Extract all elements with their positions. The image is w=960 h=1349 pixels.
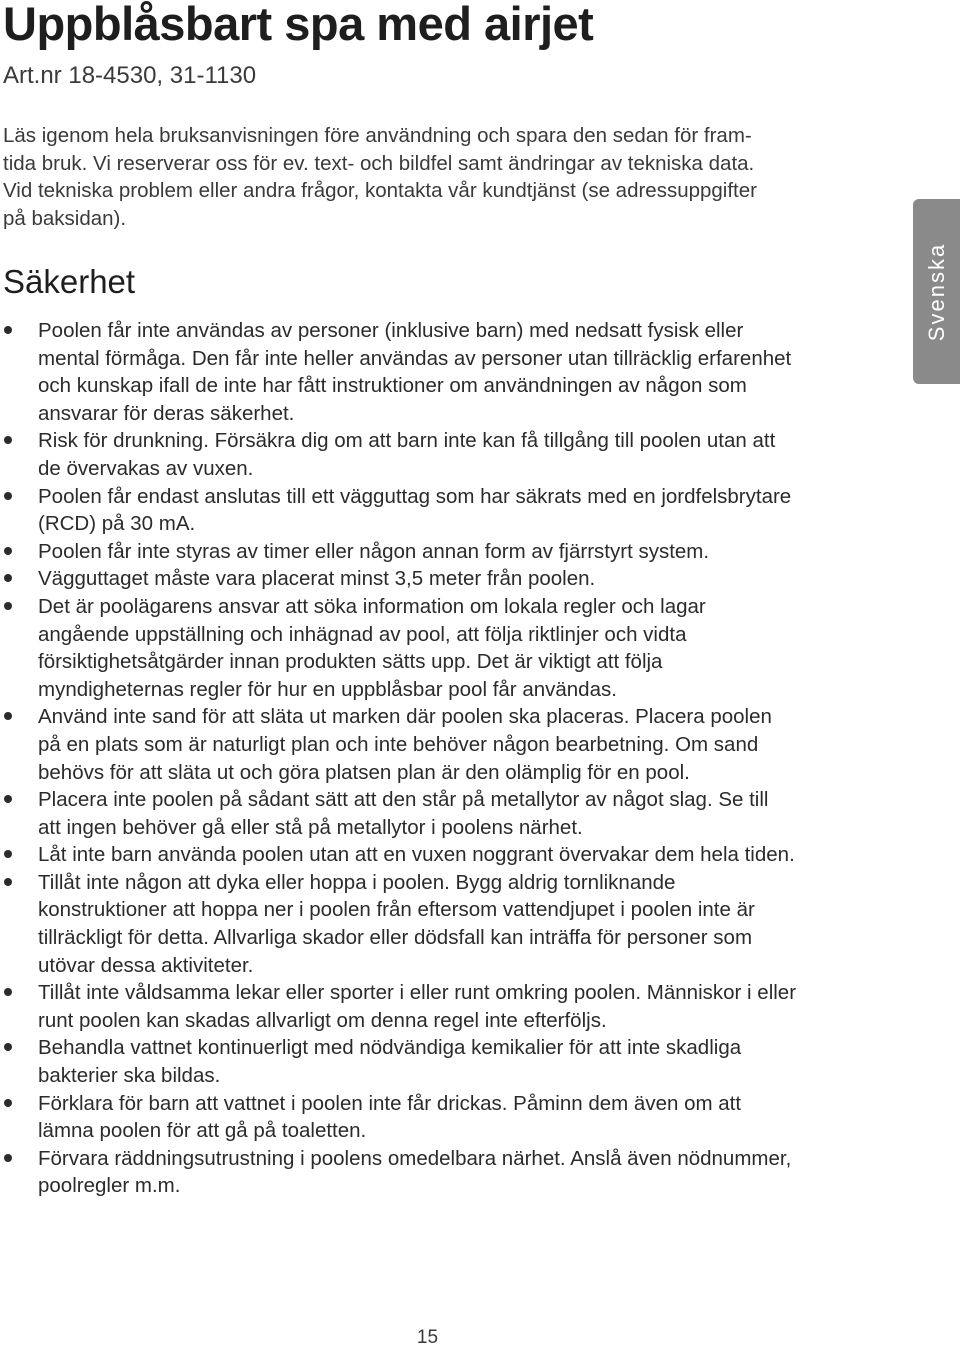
bullet-dot-icon: [4, 326, 12, 334]
bullet-line: Förklara för barn att vattnet i poolen inte får drickas. Påminn dem även om att: [38, 1091, 742, 1115]
bullet-line: bakterier ska bildas.: [38, 1064, 221, 1088]
intro-line: tida bruk. Vi reserverar oss för ev. text- och bildfel samt ändringar av tekniska data.: [3, 151, 755, 175]
bullet-text: [38, 538, 880, 566]
bullet-dot-icon: [4, 602, 12, 610]
bullet-line: behövs för att släta ut och göra platsen plan är den olämplig för en pool.: [38, 760, 690, 784]
safety-bullet-item: [0, 1034, 880, 1089]
bullet-dot-icon: [4, 436, 12, 444]
bullet-text: [38, 869, 880, 979]
bullet-dot-icon: [4, 547, 12, 555]
safety-bullet-item: [0, 427, 880, 482]
bullet-line: Det är poolägarens ansvar att söka information om lokala regler och lagar: [38, 594, 706, 618]
bullet-line: Tillåt inte våldsamma lekar eller sporter i eller runt omkring poolen. Människor i eller: [38, 981, 797, 1005]
intro-line: Läs igenom hela bruksanvisningen före användning och spara den sedan för fram-: [3, 124, 752, 147]
bullet-dot-icon: [4, 988, 12, 996]
bullet-line: Tillåt inte någon att dyka eller hoppa i poolen. Bygg aldrig tornliknande: [38, 870, 676, 894]
safety-bullet-item: [0, 1090, 880, 1145]
bullet-text: [38, 1145, 880, 1200]
bullet-text: [38, 786, 880, 841]
bullet-line: Risk för drunkning. Försäkra dig om att barn inte kan få tillgång till poolen utan att: [38, 429, 776, 453]
intro-paragraph: [3, 122, 853, 232]
bullet-dot-icon: [4, 1099, 12, 1107]
bullet-dot-icon: [4, 1043, 12, 1051]
bullet-text: [38, 593, 880, 703]
bullet-line: Behandla vattnet kontinuerligt med nödvändiga kemikalier för att inte skadliga: [38, 1036, 742, 1060]
bullet-line: angående uppställning och inhägnad av pool, att följa riktlinjer och vidta: [38, 622, 687, 646]
bullet-line: konstruktioner att hoppa ner i poolen från eftersom vattendjupet i poolen inte är: [38, 898, 755, 922]
bullet-line: de övervakas av vuxen.: [38, 456, 254, 480]
bullet-line: Poolen får inte styras av timer eller någon annan form av fjärrstyrt system.: [38, 539, 710, 563]
bullet-text: [38, 1034, 880, 1089]
bullet-line: ansvarar för deras säkerhet.: [38, 401, 295, 425]
bullet-text: [38, 703, 880, 786]
page-title: Uppblåsbart spa med airjet: [3, 0, 594, 50]
section-heading-safety: Säkerhet: [3, 263, 136, 300]
article-number: Art.nr 18-4530, 31-1130: [3, 62, 257, 89]
bullet-line: lämna poolen för att gå på toaletten.: [38, 1119, 367, 1143]
bullet-line: Vägguttaget måste vara placerat minst 3,5 meter från poolen.: [38, 567, 596, 591]
safety-bullet-item: [0, 979, 880, 1034]
page-number: 15: [416, 1327, 439, 1348]
bullet-dot-icon: [4, 712, 12, 720]
language-tab-label: Svenska: [923, 242, 949, 341]
bullet-text: [38, 483, 880, 538]
bullet-line: Använd inte sand för att släta ut marken där poolen ska placeras. Placera poolen: [38, 705, 772, 729]
bullet-text: [38, 317, 880, 427]
bullet-text: [38, 427, 880, 482]
bullet-dot-icon: [4, 850, 12, 858]
bullet-line: försiktighetsåtgärder innan produkten sätts upp. Det är viktigt att följa: [38, 650, 663, 674]
safety-bullet-item: [0, 1145, 880, 1200]
bullet-text: [38, 1090, 880, 1145]
bullet-line: Förvara räddningsutrustning i poolens omedelbara närhet. Anslå även nödnummer,: [38, 1146, 792, 1170]
bullet-line: Låt inte barn använda poolen utan att en vuxen noggrant övervakar dem hela tiden.: [38, 843, 795, 867]
safety-bullet-item: [0, 593, 880, 703]
bullet-line: och kunskap ifall de inte har fått instruktioner om användningen av någon som: [38, 374, 747, 398]
bullet-line: mental förmåga. Den får inte heller användas av personer utan tillräcklig erfarenhet: [38, 346, 792, 370]
safety-bullet-item: [0, 565, 880, 593]
bullet-text: [38, 841, 880, 869]
bullet-line: på en plats som är naturligt plan och inte behöver någon bearbetning. Om sand: [38, 732, 759, 756]
intro-line: på baksidan).: [3, 206, 127, 230]
bullet-dot-icon: [4, 878, 12, 886]
safety-bullet-item: [0, 703, 880, 786]
bullet-dot-icon: [4, 1154, 12, 1162]
bullet-line: tillräckligt för detta. Allvarliga skador eller dödsfall kan inträffa för personer som: [38, 926, 753, 950]
bullet-dot-icon: [4, 492, 12, 500]
bullet-line: att ingen behöver gå eller stå på metallytor i poolens närhet.: [38, 815, 583, 839]
intro-line: Vid tekniska problem eller andra frågor, kontakta vår kundtjänst (se adressuppgifter: [3, 179, 757, 203]
language-tab: [913, 199, 960, 384]
bullet-line: (RCD) på 30 mA.: [38, 512, 196, 536]
bullet-text: [38, 979, 880, 1034]
bullet-dot-icon: [4, 795, 12, 803]
safety-bullet-item: [0, 317, 880, 427]
safety-bullet-item: [0, 538, 880, 566]
safety-bullet-item: [0, 786, 880, 841]
bullet-line: Poolen får inte användas av personer (inklusive barn) med nedsatt fysisk eller: [38, 319, 744, 342]
bullet-line: utövar dessa aktiviteter.: [38, 953, 254, 977]
bullet-line: Poolen får endast anslutas till ett vägguttag som har säkrats med en jordfelsbrytare: [38, 484, 792, 508]
bullet-line: myndigheternas regler för hur en uppblåsbar pool får användas.: [38, 677, 617, 701]
bullet-line: runt poolen kan skadas allvarligt om denna regel inte efterföljs.: [38, 1008, 607, 1032]
bullet-line: poolregler m.m.: [38, 1174, 181, 1198]
safety-bullet-list: [0, 317, 880, 1200]
bullet-line: Placera inte poolen på sådant sätt att den står på metallytor av något slag. Se till: [38, 788, 769, 812]
safety-bullet-item: [0, 483, 880, 538]
bullet-text: [38, 565, 880, 593]
safety-bullet-item: [0, 869, 880, 979]
bullet-dot-icon: [4, 574, 12, 582]
safety-bullet-item: [0, 841, 880, 869]
